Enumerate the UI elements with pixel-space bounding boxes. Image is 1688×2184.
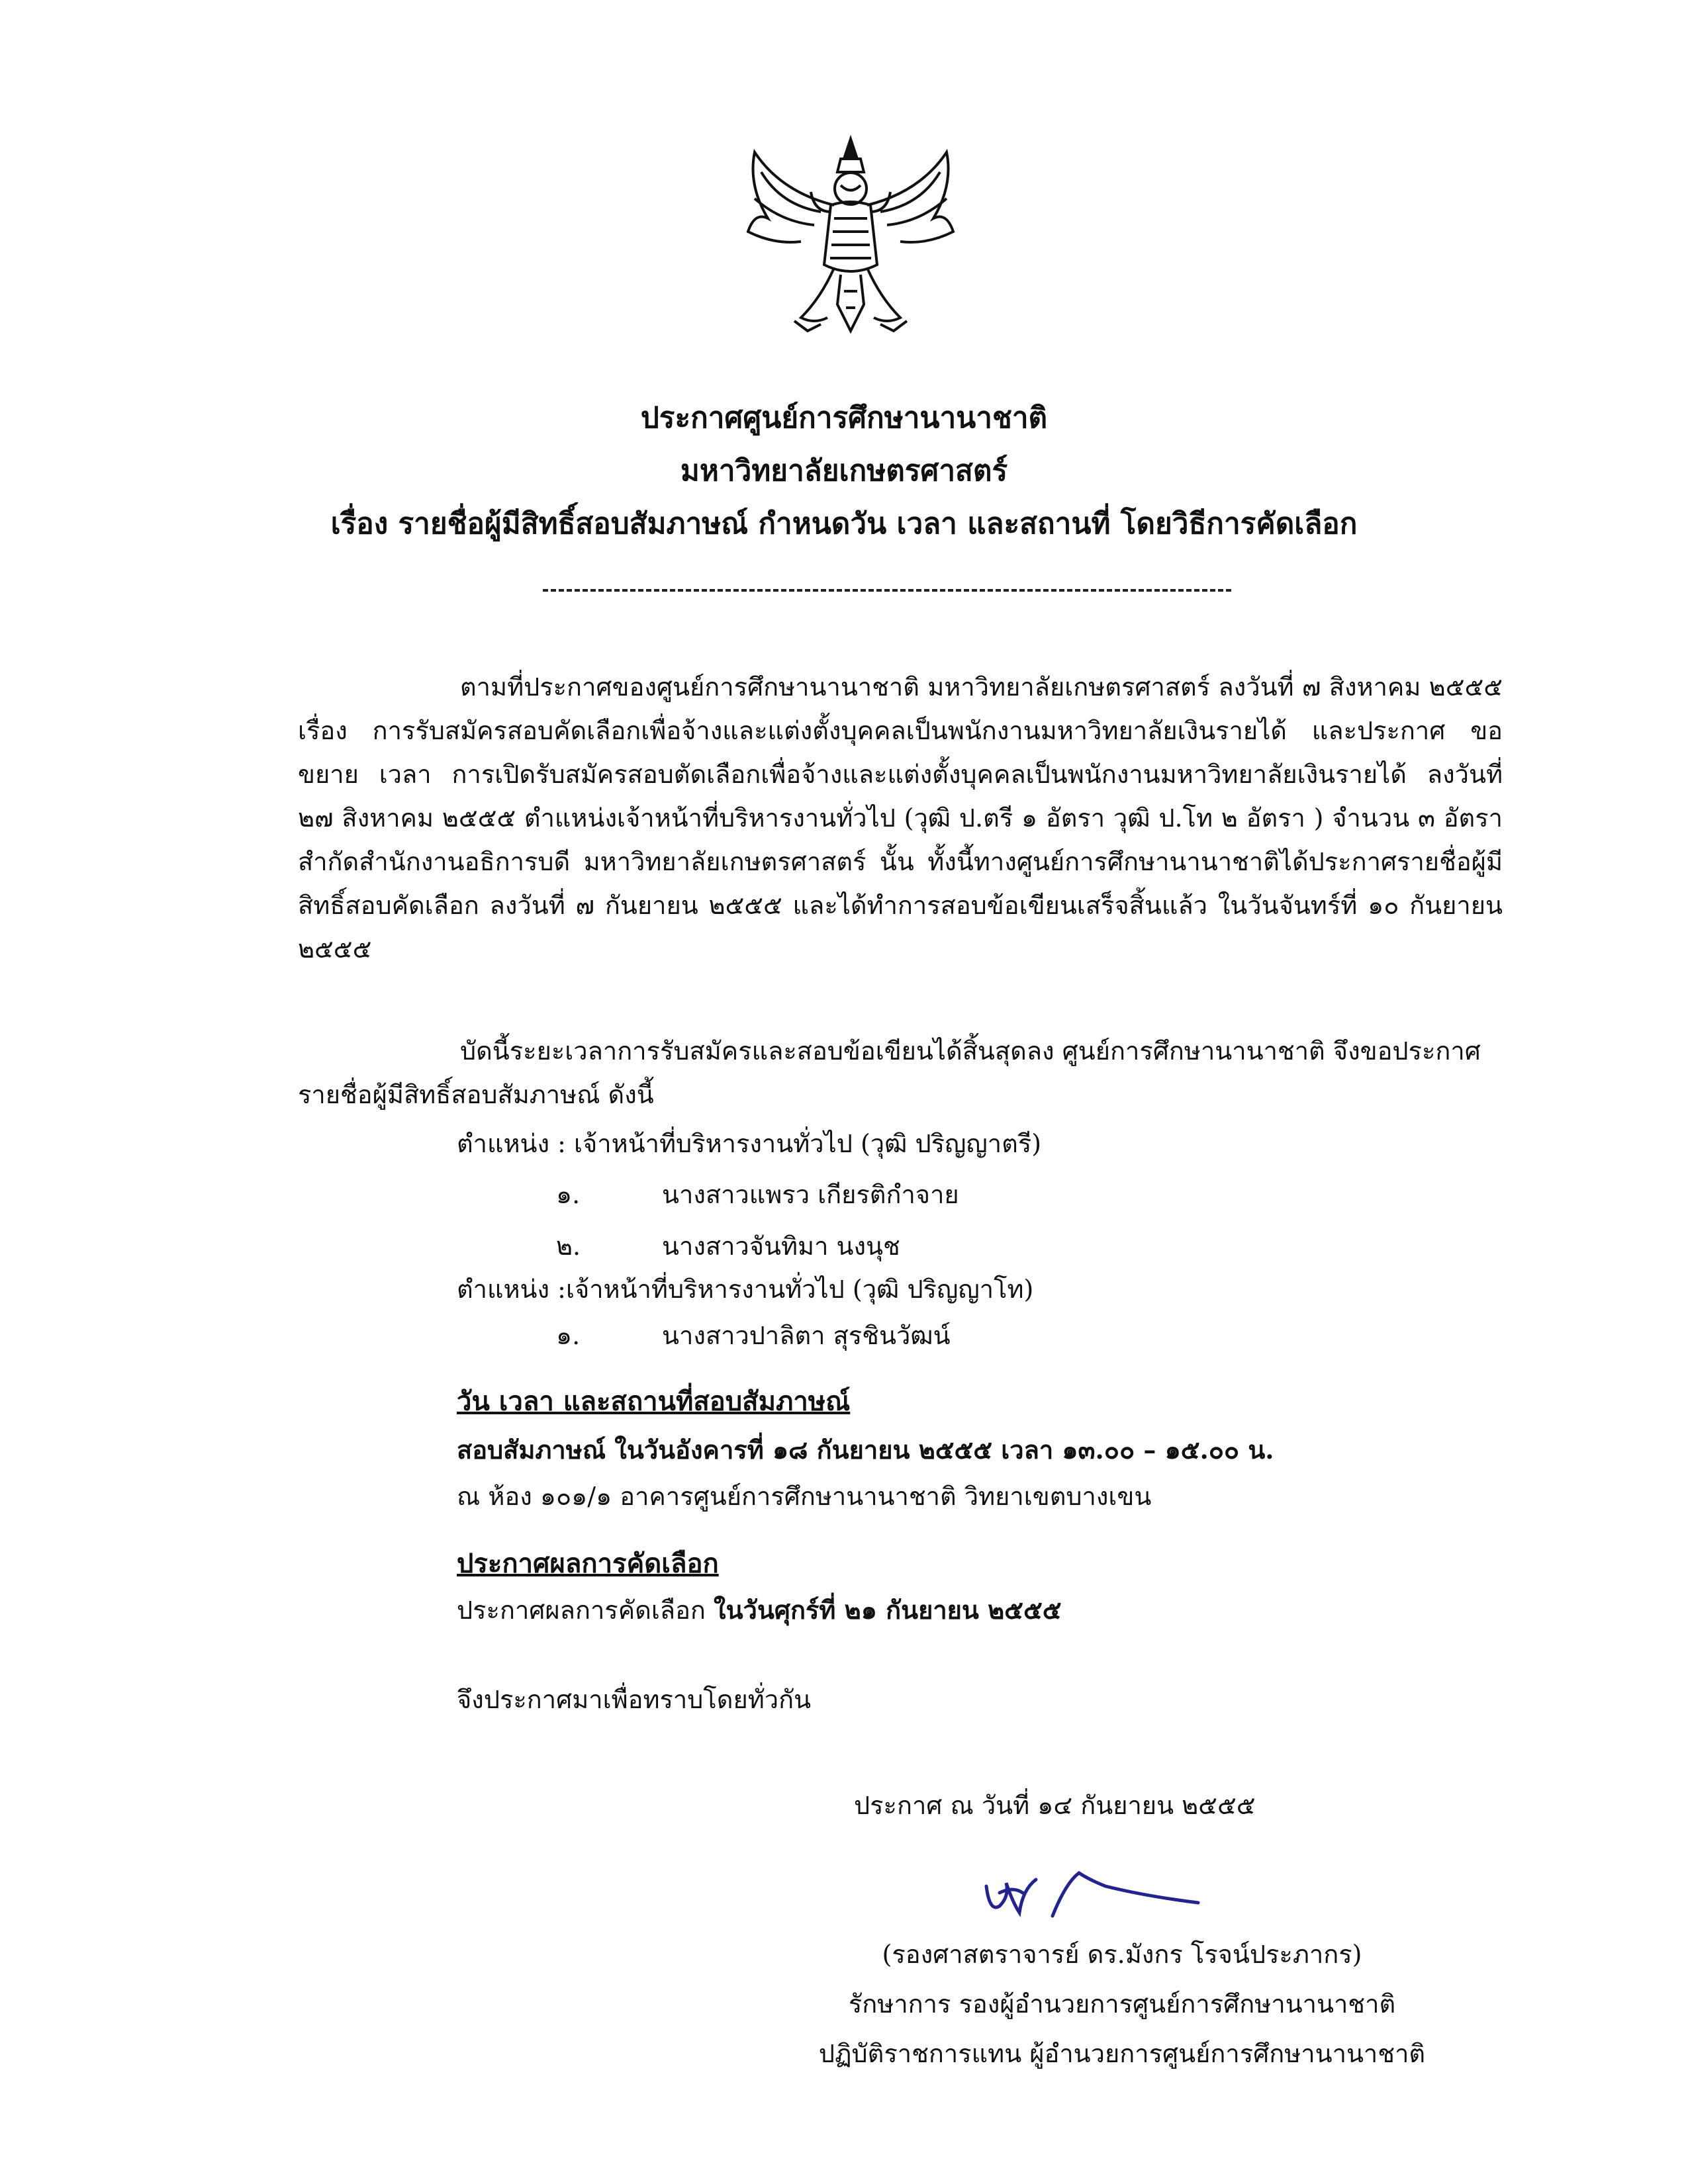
candidate-name: นางสาวแพรว เกียรติกำจาย [662,1180,959,1209]
header-subject: เรื่อง รายชื่อผู้มีสิทธิ์สอบสัมภาษณ์ กำหนดวัน เวลา และสถานที่ โดยวิธีการคัดเลือก [330,507,1358,541]
closing-statement: จึงประกาศมาเพื่อทราบโดยทั่วกัน [457,1685,812,1714]
signatory-role: รักษาการ รองผู้อำนวยการศูนย์การศึกษานานาชาติ [848,1989,1396,2019]
result-section-title: ประกาศผลการคัดเลือก [457,1548,719,1579]
candidate-name: นางสาวปาลิตา สุรชินวัฒน์ [662,1321,951,1350]
candidate-number: ๒. [556,1232,581,1261]
interview-section-title: วัน เวลา และสถานที่สอบสัมภาษณ์ [457,1386,851,1417]
result-date: ในวันศุกร์ที่ ๒๑ กันยายน ๒๕๕๕ [714,1595,1062,1625]
position-title: ตำแหน่ง : เจ้าหน้าที่บริหารงานทั่วไป (วุฒิ ปริญญาตรี) [457,1129,1042,1158]
result-line [457,1588,1061,1632]
header-title: ประกาศศูนย์การศึกษานานาชาติ [640,401,1048,435]
handwritten-signature [973,1860,1211,1933]
result-prefix: ประกาศผลการคัดเลือก [457,1596,706,1625]
announcement-date: ประกาศ ณ วันที่ ๑๔ กันยายน ๒๕๕๕ [854,1791,1256,1820]
interview-location: ณ ห้อง ๑๐๑/๑ อาคารศูนย์การศึกษานานาชาติ วิทยาเขตบางเขน [457,1482,1152,1511]
candidate-name: นางสาวจันทิมา นงนุช [662,1232,900,1261]
position-title: ตำแหน่ง :เจ้าหน้าที่บริหารงานทั่วไป (วุฒิ ปริญญาโท) [457,1275,1034,1304]
header-university: มหาวิทยาลัยเกษตรศาสตร์ [680,454,1008,488]
interview-datetime: สอบสัมภาษณ์ ในวันอังคารที่ ๑๘ กันยายน ๒๕๕๕ เวลา ๑๓.๐๐ – ๑๕.๐๐ น. [457,1435,1274,1465]
garuda-emblem [741,132,960,344]
signatory-acting-for: ปฏิบัติราชการแทน ผู้อำนวยการศูนย์การศึกษานานาชาติ [818,2039,1426,2068]
candidate-number: ๑. [556,1321,581,1350]
paragraph-announcement: บัดนี้ระยะเวลาการรับสมัครและสอบข้อเขียนได้สิ้นสุดลง ศูนย์การศึกษานานาชาติ จึงขอประกาศรายชื่อผู้มีสิทธิ์สอบสัมภาษณ์ ดังนี้ [298,1036,1481,1109]
candidate-number: ๑. [556,1180,581,1209]
header-divider [543,589,1231,592]
signatory-name: (รองศาสตราจารย์ ดร.มังกร โรจน์ประภากร) [882,1940,1362,1969]
paragraph-background: ตามที่ประกาศของศูนย์การศึกษานานาชาติ มหาวิทยาลัยเกษตรศาสตร์ ลงวันที่ ๗ สิงหาคม ๒๕๕๕ เรื่อง การรับสมัครสอบคัดเลือกเพื่อจ้างและแต่งตั้งบุคคลเป็นพนักงานมหาวิทยาลัยเงินรายได้ และประกาศ ขอขยาย เวลา การเปิดรับสมัครสอบตัดเลือกเพื่อจ้างและแต่งตั้งบุคคลเป็นพนักงานมหาวิทยาลัยเงินรายได้ ลงวันที่ ๒๗ สิงหาคม ๒๕๕๕ ตำแหน่งเจ้าหน้าที่บริหารงานทั่วไป (วุฒิ ป.ตรี ๑ อัตรา วุฒิ ป.โท ๒ อัตรา ) จำนวน ๓ อัตรา สำกัดสำนักงานอธิการบดี มหาวิทยาลัยเกษตรศาสตร์ นั้น ทั้งนี้ทางศูนย์การศึกษานานาชาติได้ประกาศรายชื่อผู้มีสิทธิ์สอบคัดเลือก ลงวันที่ ๗ กันยายน ๒๕๕๕ และได้ทำการสอบข้อเขียนเสร็จสิ้นแล้ว ในวันจันทร์ที่ ๑๐ กันยายน ๒๕๕๕ [298,672,1503,964]
